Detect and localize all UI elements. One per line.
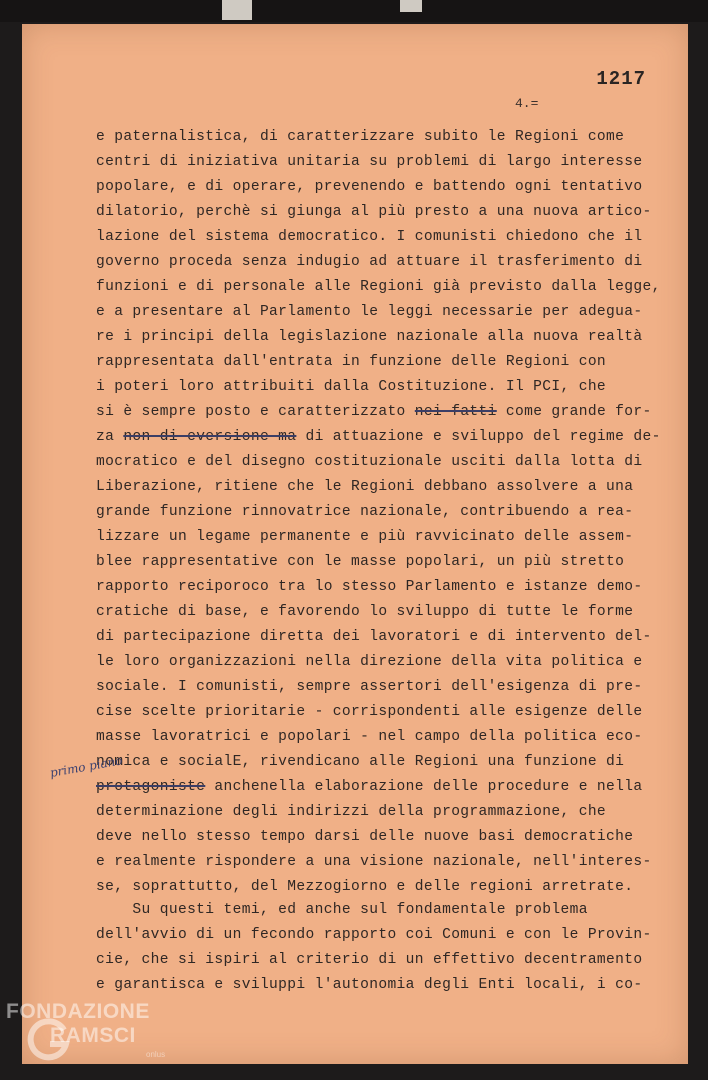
text-line <box>96 379 606 395</box>
text-line: rapporto reciporoco tra lo stesso Parlamento e istanze demo- <box>96 579 643 595</box>
text-line: dilatorio, perchè si giunga al più presto a una nuova artico- <box>96 204 652 220</box>
text-line: Liberazione, ritiene che le Regioni debbano assolvere a una <box>96 479 634 495</box>
text-line: e garantisca e sviluppi l'autonomia degli Enti locali, i co- <box>96 977 643 993</box>
text-line: e realmente rispondere a una visione nazionale, nell'interes- <box>96 854 652 870</box>
text-line: dell'avvio di un fecondo rapporto coi Comuni e con le Provin- <box>96 927 652 943</box>
text-line <box>96 429 661 445</box>
text-line: grande funzione rinnovatrice nazionale, contribuendo a rea- <box>96 504 634 520</box>
clip-tab <box>400 0 422 12</box>
text-line <box>96 404 652 420</box>
text-segment: Il PCI, che <box>505 379 607 395</box>
text-line: lazione del sistema democratico. I comunisti chiedono che il <box>96 229 643 245</box>
clip-tab <box>222 0 252 20</box>
text-line: cratiche di base, e favorendo lo sviluppo di tutte le forme <box>96 604 634 620</box>
text-line: e a presentare al Parlamento le leggi necessarie per adegua- <box>96 304 643 320</box>
text-segment: i poteri loro attribuiti dalla Costituzione. <box>96 379 497 395</box>
watermark-suffix: onlus <box>146 1050 166 1059</box>
text-segment: come grande for- <box>505 404 652 420</box>
text-line: di partecipazione diretta dei lavoratori e di intervento del- <box>96 629 652 645</box>
text-line: nomica e socialE, rivendicano alle Regioni una funzione di <box>96 754 625 770</box>
text-line <box>96 779 642 795</box>
text-line: centri di iniziativa unitaria su problemi di largo interesse <box>96 154 643 170</box>
text-segment: si è sempre posto e caratterizzato <box>96 404 406 420</box>
text-line: le loro organizzazioni nella direzione della vita politica e <box>96 654 643 670</box>
text-line: sociale. I comunisti, sempre assertori dell'esigenza di pre- <box>96 679 643 695</box>
struck-text: protagoniste <box>96 779 206 795</box>
text-line: governo proceda senza indugio ad attuare il trasferimento di <box>96 254 643 270</box>
page-number: 1217 <box>596 68 646 90</box>
text-line: lizzare un legame permanente e più ravvicinato delle assem- <box>96 529 634 545</box>
text-line: masse lavoratrici e popolari - nel campo della politica eco- <box>96 729 643 745</box>
struck-text: nei fatti <box>414 404 497 420</box>
text-line: Su questi temi, ed anche sul fondamentale problema <box>96 902 588 918</box>
archive-watermark <box>6 1000 186 1075</box>
text-line: re i principi della legislazione nazionale alla nuova realtà <box>96 329 643 345</box>
scanner-top-strip <box>0 0 708 22</box>
watermark-line1: FONDAZIONE <box>6 1000 150 1023</box>
text-line: deve nello stesso tempo darsi delle nuove basi democratiche <box>96 829 634 845</box>
text-line: e paternalistica, di caratterizzare subito le Regioni come <box>96 129 625 145</box>
text-line: cie, che si ispiri al criterio di un effettivo decentramento <box>96 952 643 968</box>
watermark-line2: RAMSCI <box>50 1024 136 1047</box>
handwritten-note: primo piano <box>48 753 124 780</box>
text-line: funzioni e di personale alle Regioni già previsto dalla legge, <box>96 279 661 295</box>
text-line: mocratico e del disegno costituzionale usciti dalla lotta di <box>96 454 643 470</box>
sheet-label: 4.= <box>515 96 539 111</box>
typed-text-block <box>96 24 661 1024</box>
text-line: determinazione degli indirizzi della programmazione, che <box>96 804 607 820</box>
text-line: popolare, e di operare, prevenendo e battendo ogni tentativo <box>96 179 643 195</box>
text-line: se, soprattutto, del Mezzogiorno e delle regioni arretrate. <box>96 879 634 895</box>
text-segment: anchenella elaborazione delle procedure e nella <box>214 779 643 795</box>
text-segment: di attuazione e sviluppo del regime de- <box>305 429 661 445</box>
text-line: blee rappresentative con le masse popolari, un più stretto <box>96 554 625 570</box>
struck-text: non di eversione ma <box>123 429 297 445</box>
text-segment: za <box>96 429 115 445</box>
text-line: cise scelte prioritarie - corrispondenti alle esigenze delle <box>96 704 643 720</box>
text-line: rappresentata dall'entrata in funzione delle Regioni con <box>96 354 607 370</box>
document-page <box>22 24 688 1064</box>
